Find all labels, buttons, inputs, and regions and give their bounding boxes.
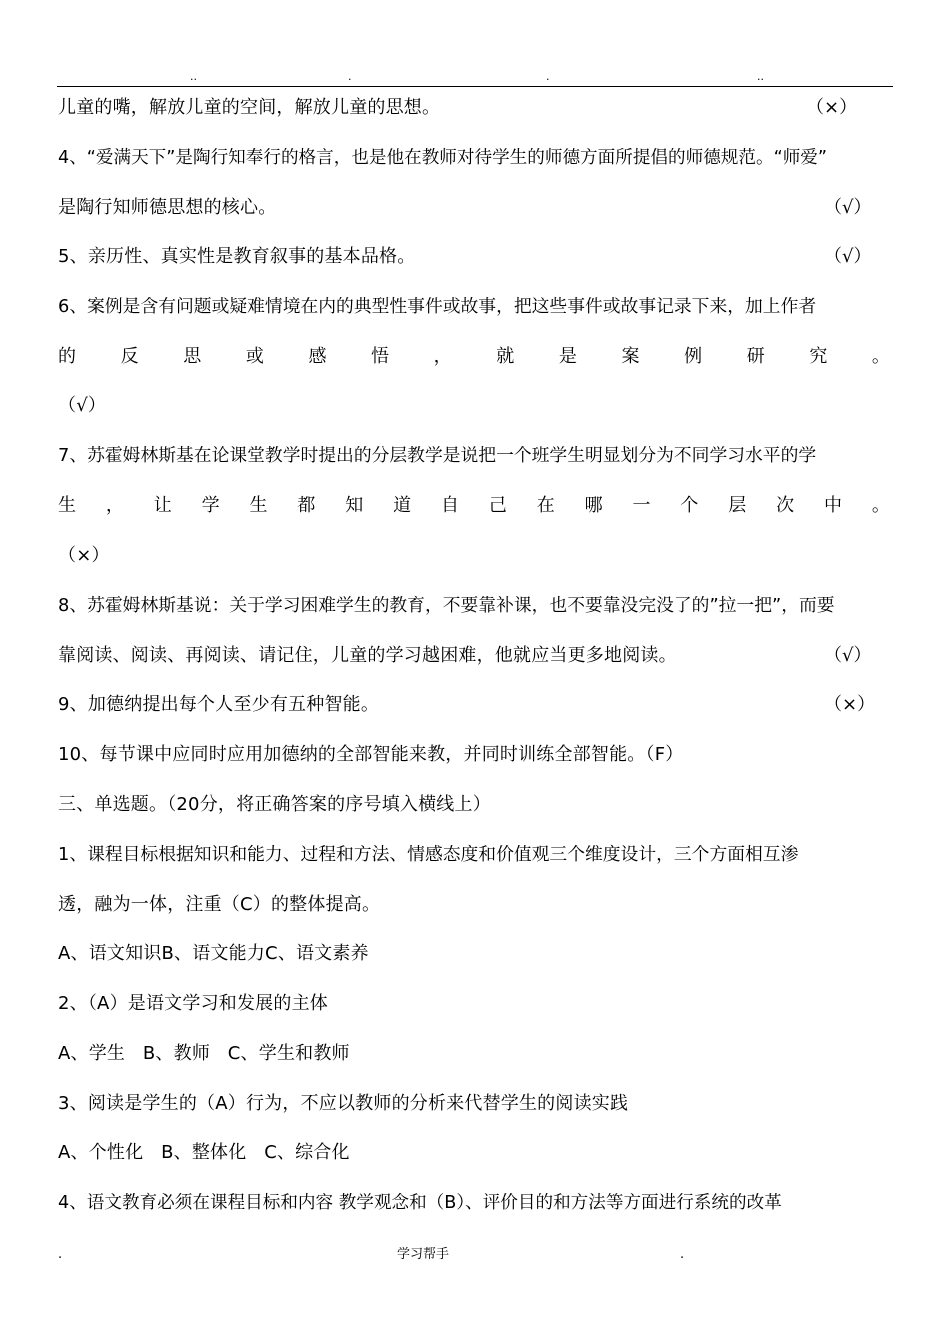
text-line: 儿童的嘴，解放儿童的空间，解放儿童的思想。: [58, 97, 441, 118]
char: 生: [249, 495, 268, 516]
footer-right-mark: .: [680, 1247, 685, 1262]
justified-line: [58, 345, 890, 369]
char: 生: [58, 495, 76, 516]
char: 己: [488, 495, 507, 516]
char: 就: [496, 346, 515, 367]
char: 在: [536, 495, 555, 516]
char: 道: [393, 495, 412, 516]
char: 研: [746, 346, 765, 367]
answer-mark: （√）: [824, 645, 872, 666]
option-line: A、学生 B、教师 C、学生和教师: [58, 1043, 350, 1064]
footer-label: 学习帮手: [397, 1247, 450, 1262]
char: 哪: [584, 495, 603, 516]
text-line: 靠阅读、阅读、再阅读、请记住，儿童的学习越困难，他就应当更多地阅读。: [58, 645, 677, 666]
text-line: 3、阅读是学生的（A）行为，不应以教师的分析来代替学生的阅读实践: [58, 1093, 629, 1114]
text-line: 6、案例是含有问题或疑难情境在内的典型性事件或故事，把这些事件或故事记录下来，加上作者: [58, 296, 817, 317]
text-line: （×）: [58, 545, 110, 566]
answer-mark: （×）: [824, 694, 876, 715]
char: 自: [441, 495, 459, 516]
char: 个: [680, 495, 699, 516]
text-line: 10、每节课中应同时应用加德纳的全部智能来教，并同时训练全部智能。（F）: [58, 744, 684, 765]
char: ，: [433, 346, 452, 367]
char: 。: [871, 495, 890, 516]
char: 反: [120, 346, 139, 367]
text-line: 4、“爱满天下”是陶行知奉行的格言，也是他在教师对待学生的师德方面所提倡的师德规范。“师爱”: [58, 148, 828, 168]
char: 感: [308, 346, 327, 367]
answer-mark: （×）: [806, 97, 858, 118]
char: 都: [297, 495, 316, 516]
answer-mark: （√）: [824, 246, 872, 267]
char: 例: [684, 346, 703, 367]
header-mark-4: ..: [757, 70, 764, 83]
char: 思: [183, 346, 202, 367]
text-line: （√）: [58, 395, 107, 416]
char: 。: [871, 346, 890, 367]
answer-mark: （√）: [824, 197, 872, 218]
text-line: 5、亲历性、真实性是教育叙事的基本品格。: [58, 246, 416, 267]
char: 让: [153, 495, 172, 516]
footer-left-mark: .: [58, 1247, 63, 1262]
text-line: 1、课程目标根据知识和能力、过程和方法、情感态度和价值观三个维度设计，三个方面相互渗: [58, 844, 799, 865]
char: 究: [809, 346, 828, 367]
char: 次: [776, 495, 795, 516]
section-heading: 三、单选题。（20分，将正确答案的序号填入横线上）: [58, 794, 491, 815]
char: 中: [824, 495, 842, 516]
text-line: 2、（A）是语文学习和发展的主体: [58, 993, 328, 1014]
char: 是: [558, 346, 577, 367]
char: 层: [728, 495, 747, 516]
char: 悟: [371, 346, 390, 367]
text-line: 是陶行知师德思想的核心。: [58, 197, 277, 218]
header-mark-2: .: [348, 70, 352, 83]
justified-line: [58, 494, 890, 518]
option-line: A、个性化 B、整体化 C、综合化: [58, 1142, 350, 1163]
char: ，: [105, 495, 124, 516]
char: 或: [245, 346, 264, 367]
header-mark-3: .: [546, 70, 550, 83]
header-mark-1: ..: [190, 70, 197, 83]
text-line: 8、苏霍姆林斯基说：关于学习困难学生的教育，不要靠补课，也不要靠没完没了的”拉一把”，而要: [58, 595, 835, 616]
char: 学: [201, 495, 220, 516]
char: 案: [621, 346, 640, 367]
char: 的: [58, 346, 76, 367]
header-rule: [57, 86, 893, 87]
char: 一: [632, 495, 651, 516]
text-line: 4、语文教育必须在课程目标和内容 教学观念和（B）、评价目的和方法等方面进行系统的改革: [58, 1193, 782, 1213]
option-line: A、语文知识B、语文能力C、语文素养: [58, 943, 369, 964]
text-line: 7、苏霍姆林斯基在论课堂教学时提出的分层教学是说把一个班学生明显划分为不同学习水平的学: [58, 445, 817, 466]
char: 知: [345, 495, 364, 516]
text-line: 9、加德纳提出每个人至少有五种智能。: [58, 694, 380, 715]
text-line: 透，融为一体，注重（C）的整体提高。: [58, 894, 381, 915]
